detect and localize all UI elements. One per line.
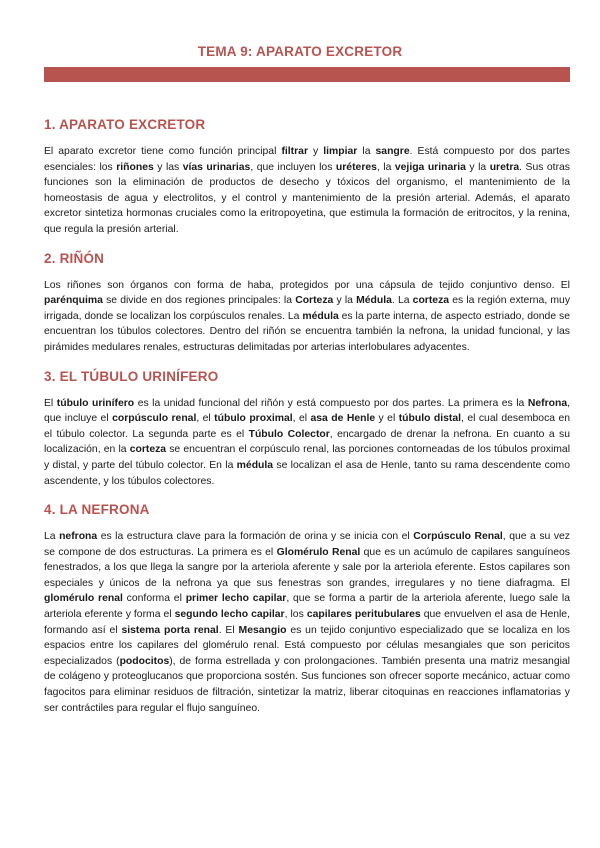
bold-term: glomérulo renal <box>44 593 123 605</box>
text-run: que envuelven el asa de Henle, formando así el <box>44 609 570 636</box>
text-run: . El <box>218 624 239 636</box>
text-run: . Sus otras funciones son la eliminación de productos de desecho y tóxicos del organismo, el mantenimiento de la homeostasis de agua y electrolitos, y el control y mantenimiento de la presión arterial. Además, el aparato excretor sintetiza hormonas cruciales como la eritropoyetina, que estimula la formación de eritrocitos, y la renina, que regula la presión arterial. <box>44 161 571 235</box>
bold-term: túbulo urinífero <box>56 397 135 409</box>
section-heading: 2. RIÑÓN <box>44 250 105 266</box>
text-run: ), de forma estrellada y con prolongaciones. También presenta una matriz mesangial de colágeno y proteoglucanos que proporciona sostén. Sus funciones son ofrecer soporte mecánico, actuar como fagocitos para eliminar residuos de filtración, sintetizar la matriz, liberar citoquinas en reacciones inflamatorias y ser contráctiles para regular el flujo sanguíneo. <box>44 655 570 714</box>
text-run: es la parte interna, de aspecto estriado, donde se encuentran los túbulos colectores. Dentro del riñón se encuentra también la nefrona, la unidad funcional, y las pirámides medulares renales, estructuras delimitadas por arterias interlobulares adyacentes. <box>44 310 570 353</box>
section-paragraph <box>44 396 570 490</box>
bold-term: corpúsculo renal <box>112 413 197 425</box>
text-run: El aparato excretor tiene como función principal <box>44 146 282 157</box>
text-run: . La <box>391 295 413 307</box>
text-run: la <box>357 146 376 157</box>
bold-term: limpiar <box>323 146 358 157</box>
bold-term: asa de Henle <box>310 413 376 425</box>
text-run: , que se forma a partir de la arteriola aferente, luego sale la arteriola eferente y forma el <box>44 593 570 621</box>
text-run: , el <box>196 413 215 425</box>
section-rinon <box>44 251 570 356</box>
text-run: , que incluye el <box>44 397 570 425</box>
bold-term: vías urinarias <box>182 161 251 173</box>
section-paragraph <box>44 529 570 716</box>
text-run: es la estructura clave para la formación de orina y se inicia con el <box>97 531 414 543</box>
text-run: , el cual desemboca en el túbulo colector. La segunda parte es el <box>44 413 571 440</box>
bold-term: Nefrona <box>527 397 568 409</box>
bold-term: primer lecho capilar <box>185 593 287 605</box>
text-run: , el <box>292 413 311 425</box>
text-run: y <box>308 146 324 157</box>
text-run: se localizan el asa de Henle, tanto su rama descendente como ascendente, y los túbulos colectores. <box>44 459 570 487</box>
text-run: , que a su vez se compone de dos estructuras. La primera es el <box>44 531 570 558</box>
text-run: y las <box>153 161 183 173</box>
bold-term: capilares peritubulares <box>306 609 421 621</box>
bold-term: filtrar <box>281 146 308 157</box>
text-run: El <box>44 397 57 409</box>
bold-term: médula <box>236 459 274 471</box>
bold-term: riñones <box>116 161 154 173</box>
bold-term: Médula <box>356 295 392 307</box>
bold-term: Corteza <box>295 295 334 307</box>
section-paragraph <box>44 144 570 238</box>
bold-term: parénquima <box>44 295 103 307</box>
section-paragraph <box>44 278 570 356</box>
bold-term: uretra <box>489 161 520 173</box>
bold-term: segundo lecho capilar <box>174 609 285 621</box>
text-run: es la región externa, muy irrigada, donde se localizan los corpúsculos renales. La <box>44 295 571 322</box>
text-run: que es un acúmulo de capilares sanguíneos fenestrados, a los que llega la sangre por la arteriola aferente y sale por la arteriola eferente. Estos capilares son especiales y únicos de la nefrona ya que sus fenestras son grandes, irregulares y no tiene diafragma. El <box>44 546 570 589</box>
text-run: se encuentran el corpúsculo renal, las porciones contorneadas de los túbulos proximal y distal, y parte del túbulo colector. En la <box>44 444 571 471</box>
text-run: La <box>44 531 60 543</box>
bold-term: podocitos <box>119 655 170 667</box>
section-heading: 3. EL TÚBULO URINÍFERO <box>44 368 219 384</box>
bold-term: Túbulo Colector <box>248 428 330 440</box>
bold-term: nefrona <box>59 531 98 543</box>
text-run: y la <box>465 161 490 173</box>
text-run: , los <box>284 609 307 621</box>
text-run: es la unidad funcional del riñón y está compuesto por dos partes. La primera es la <box>134 397 528 409</box>
document-title: TEMA 9: APARATO EXCRETOR <box>197 44 403 59</box>
text-run: . Está compuesto por dos partes esenciales: los <box>44 146 570 173</box>
text-run: Los riñones son órganos con forma de haba, protegidos por una cápsula de tejido conjuntivo denso. El <box>44 279 570 291</box>
document-body <box>44 117 570 729</box>
bold-term: corteza <box>129 444 167 456</box>
bold-term: sangre <box>375 146 410 157</box>
bold-term: túbulo proximal <box>214 413 293 425</box>
text-run: y el <box>375 413 399 425</box>
text-run: se divide en dos regiones principales: la <box>102 295 296 307</box>
section-heading: 4. LA NEFRONA <box>44 502 150 518</box>
section-heading: 1. APARATO EXCRETOR <box>44 117 206 132</box>
bold-term: Corpúsculo Renal <box>413 531 503 543</box>
bold-term: médula <box>302 310 339 322</box>
text-run: y la <box>333 295 357 307</box>
bold-term: túbulo distal <box>398 413 462 425</box>
text-run: conforma el <box>122 593 186 605</box>
title-underline-bar <box>44 67 570 82</box>
section-tubulo-urinifero <box>44 369 570 490</box>
text-run: , que incluyen los <box>250 161 336 173</box>
bold-term: sistema porta renal <box>121 624 219 636</box>
bold-term: Glomérulo Renal <box>276 546 361 558</box>
bold-term: vejiga urinaria <box>394 161 466 173</box>
text-run: , encargado de drenar la nefrona. En cuanto a su localización, en la <box>44 428 571 456</box>
text-run: , la <box>376 161 395 173</box>
section-nefrona <box>44 502 570 716</box>
text-run: es un tejido conjuntivo especializado que se localiza en los espacios entre los capilares del glomérulo renal. Está compuesto por células mesangiales que son pericitos especializados ( <box>44 624 571 667</box>
bold-term: Mesangio <box>238 624 287 636</box>
bold-term: corteza <box>412 295 450 307</box>
section-aparato-excretor <box>44 117 570 238</box>
bold-term: uréteres <box>335 161 377 173</box>
